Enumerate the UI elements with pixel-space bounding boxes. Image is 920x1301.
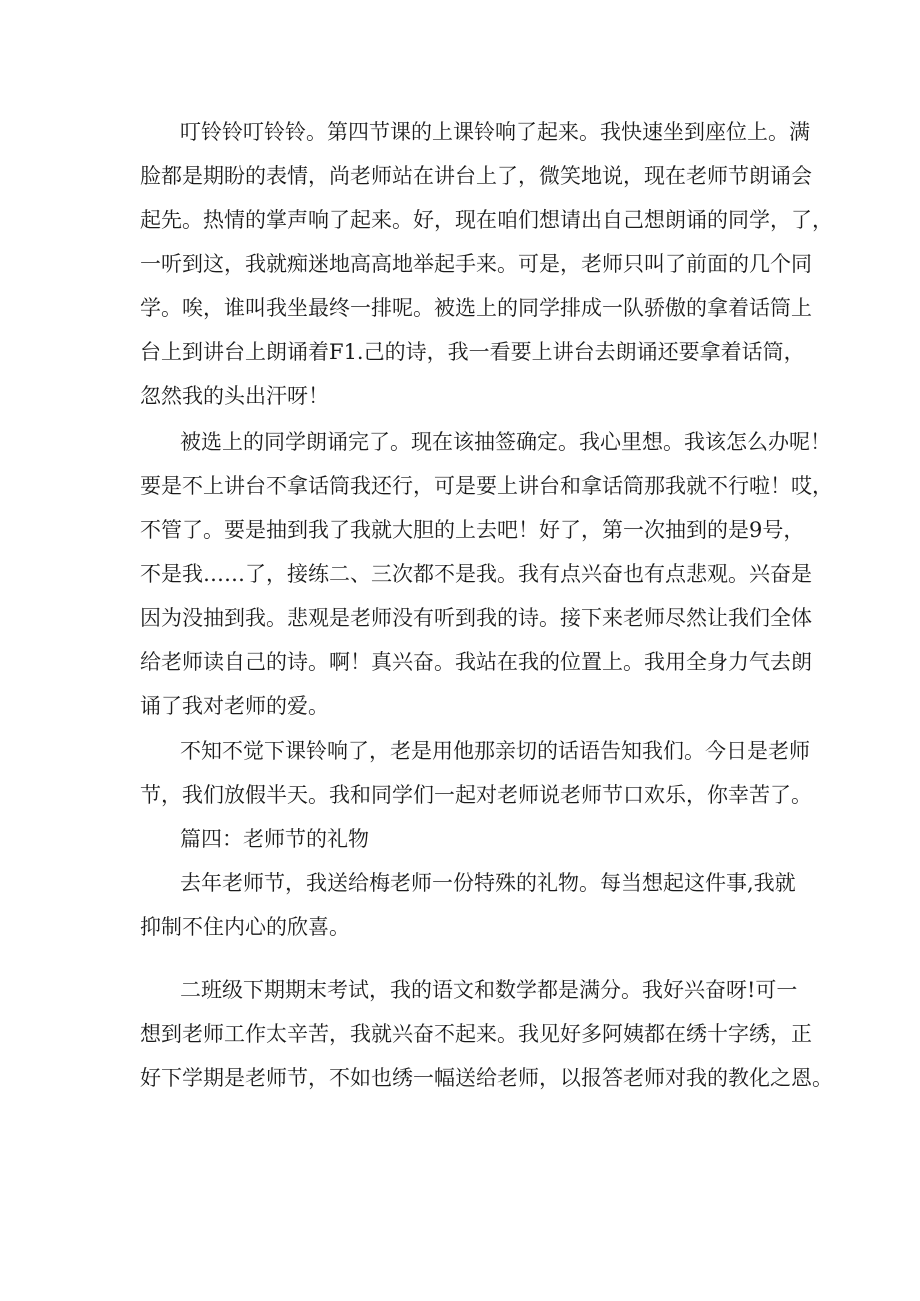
- paragraph-1-line-5: 学。唉，谁叫我坐最终一排呢。被选上的同学排成一队骄傲的拿着话筒上: [140, 296, 812, 320]
- paragraph-2-line-5: 因为没抽到我。悲观是老师没有听到我的诗。接下来老师尽然让我们全体: [140, 606, 812, 630]
- paragraph-5-line-1: 二班级下期期末考试，我的语文和数学都是满分。我好兴奋呀!可一: [180, 978, 798, 1002]
- paragraph-2-line-3: 不管了。要是抽到我了我就大胆的上去吧！好了，第一次抽到的是9号，: [140, 518, 805, 542]
- paragraph-4-line-1: 去年老师节，我送给梅老师一份特殊的礼物。每当想起这件事,我就: [180, 871, 796, 895]
- paragraph-1-line-6: 台上到讲台上朗诵着F1.己的诗，我一看要上讲台去朗诵还要拿着话筒，: [140, 340, 805, 364]
- paragraph-1-line-7: 忽然我的头出汗呀！: [140, 384, 329, 408]
- paragraph-2-line-7: 诵了我对老师的爱。: [140, 694, 329, 718]
- paragraph-2-line-6: 给老师读自己的诗。啊！真兴奋。我站在我的位置上。我用全身力气去朗: [140, 650, 812, 674]
- paragraph-1-line-1: 叮铃铃叮铃铃。第四节课的上课铃响了起来。我快速坐到座位上。满: [180, 120, 810, 144]
- paragraph-1-line-2: 脸都是期盼的表情，尚老师站在讲台上了，微笑地说，现在老师节朗诵会: [140, 164, 812, 188]
- paragraph-1-line-3: 起先。热情的掌声响了起来。好，现在咱们想请出自己想朗诵的同学，了，: [140, 208, 833, 232]
- paragraph-2-line-2: 要是不上讲台不拿话筒我还行，可是要上讲台和拿话筒那我就不行啦！哎，: [140, 474, 833, 498]
- paragraph-2-line-4: 不是我……了，接练二、三次都不是我。我有点兴奋也有点悲观。兴奋是: [140, 562, 812, 586]
- paragraph-2-line-1: 被选上的同学朗诵完了。现在该抽签确定。我心里想。我该怎么办呢！: [180, 430, 831, 454]
- paragraph-3-line-2: 节，我们放假半天。我和同学们一起对老师说老师节口欢乐，你幸苦了。: [140, 783, 812, 807]
- paragraph-5-line-2: 想到老师工作太辛苦，我就兴奋不起来。我见好多阿姨都在绣十字绣，正: [140, 1022, 812, 1046]
- paragraph-4-line-2: 抑制不住内心的欣喜。: [140, 915, 350, 939]
- paragraph-3-line-1: 不知不觉下课铃响了，老是用他那亲切的话语告知我们。今日是老师: [180, 739, 810, 763]
- paragraph-1-line-4: 一听到这，我就痴迷地高高地举起手来。可是，老师只叫了前面的几个同: [140, 252, 812, 276]
- paragraph-5-line-3: 好下学期是老师节，不如也绣一幅送给老师，以报答老师对我的教化之恩。: [140, 1066, 833, 1090]
- section-heading: 篇四：老师节的礼物: [180, 827, 369, 851]
